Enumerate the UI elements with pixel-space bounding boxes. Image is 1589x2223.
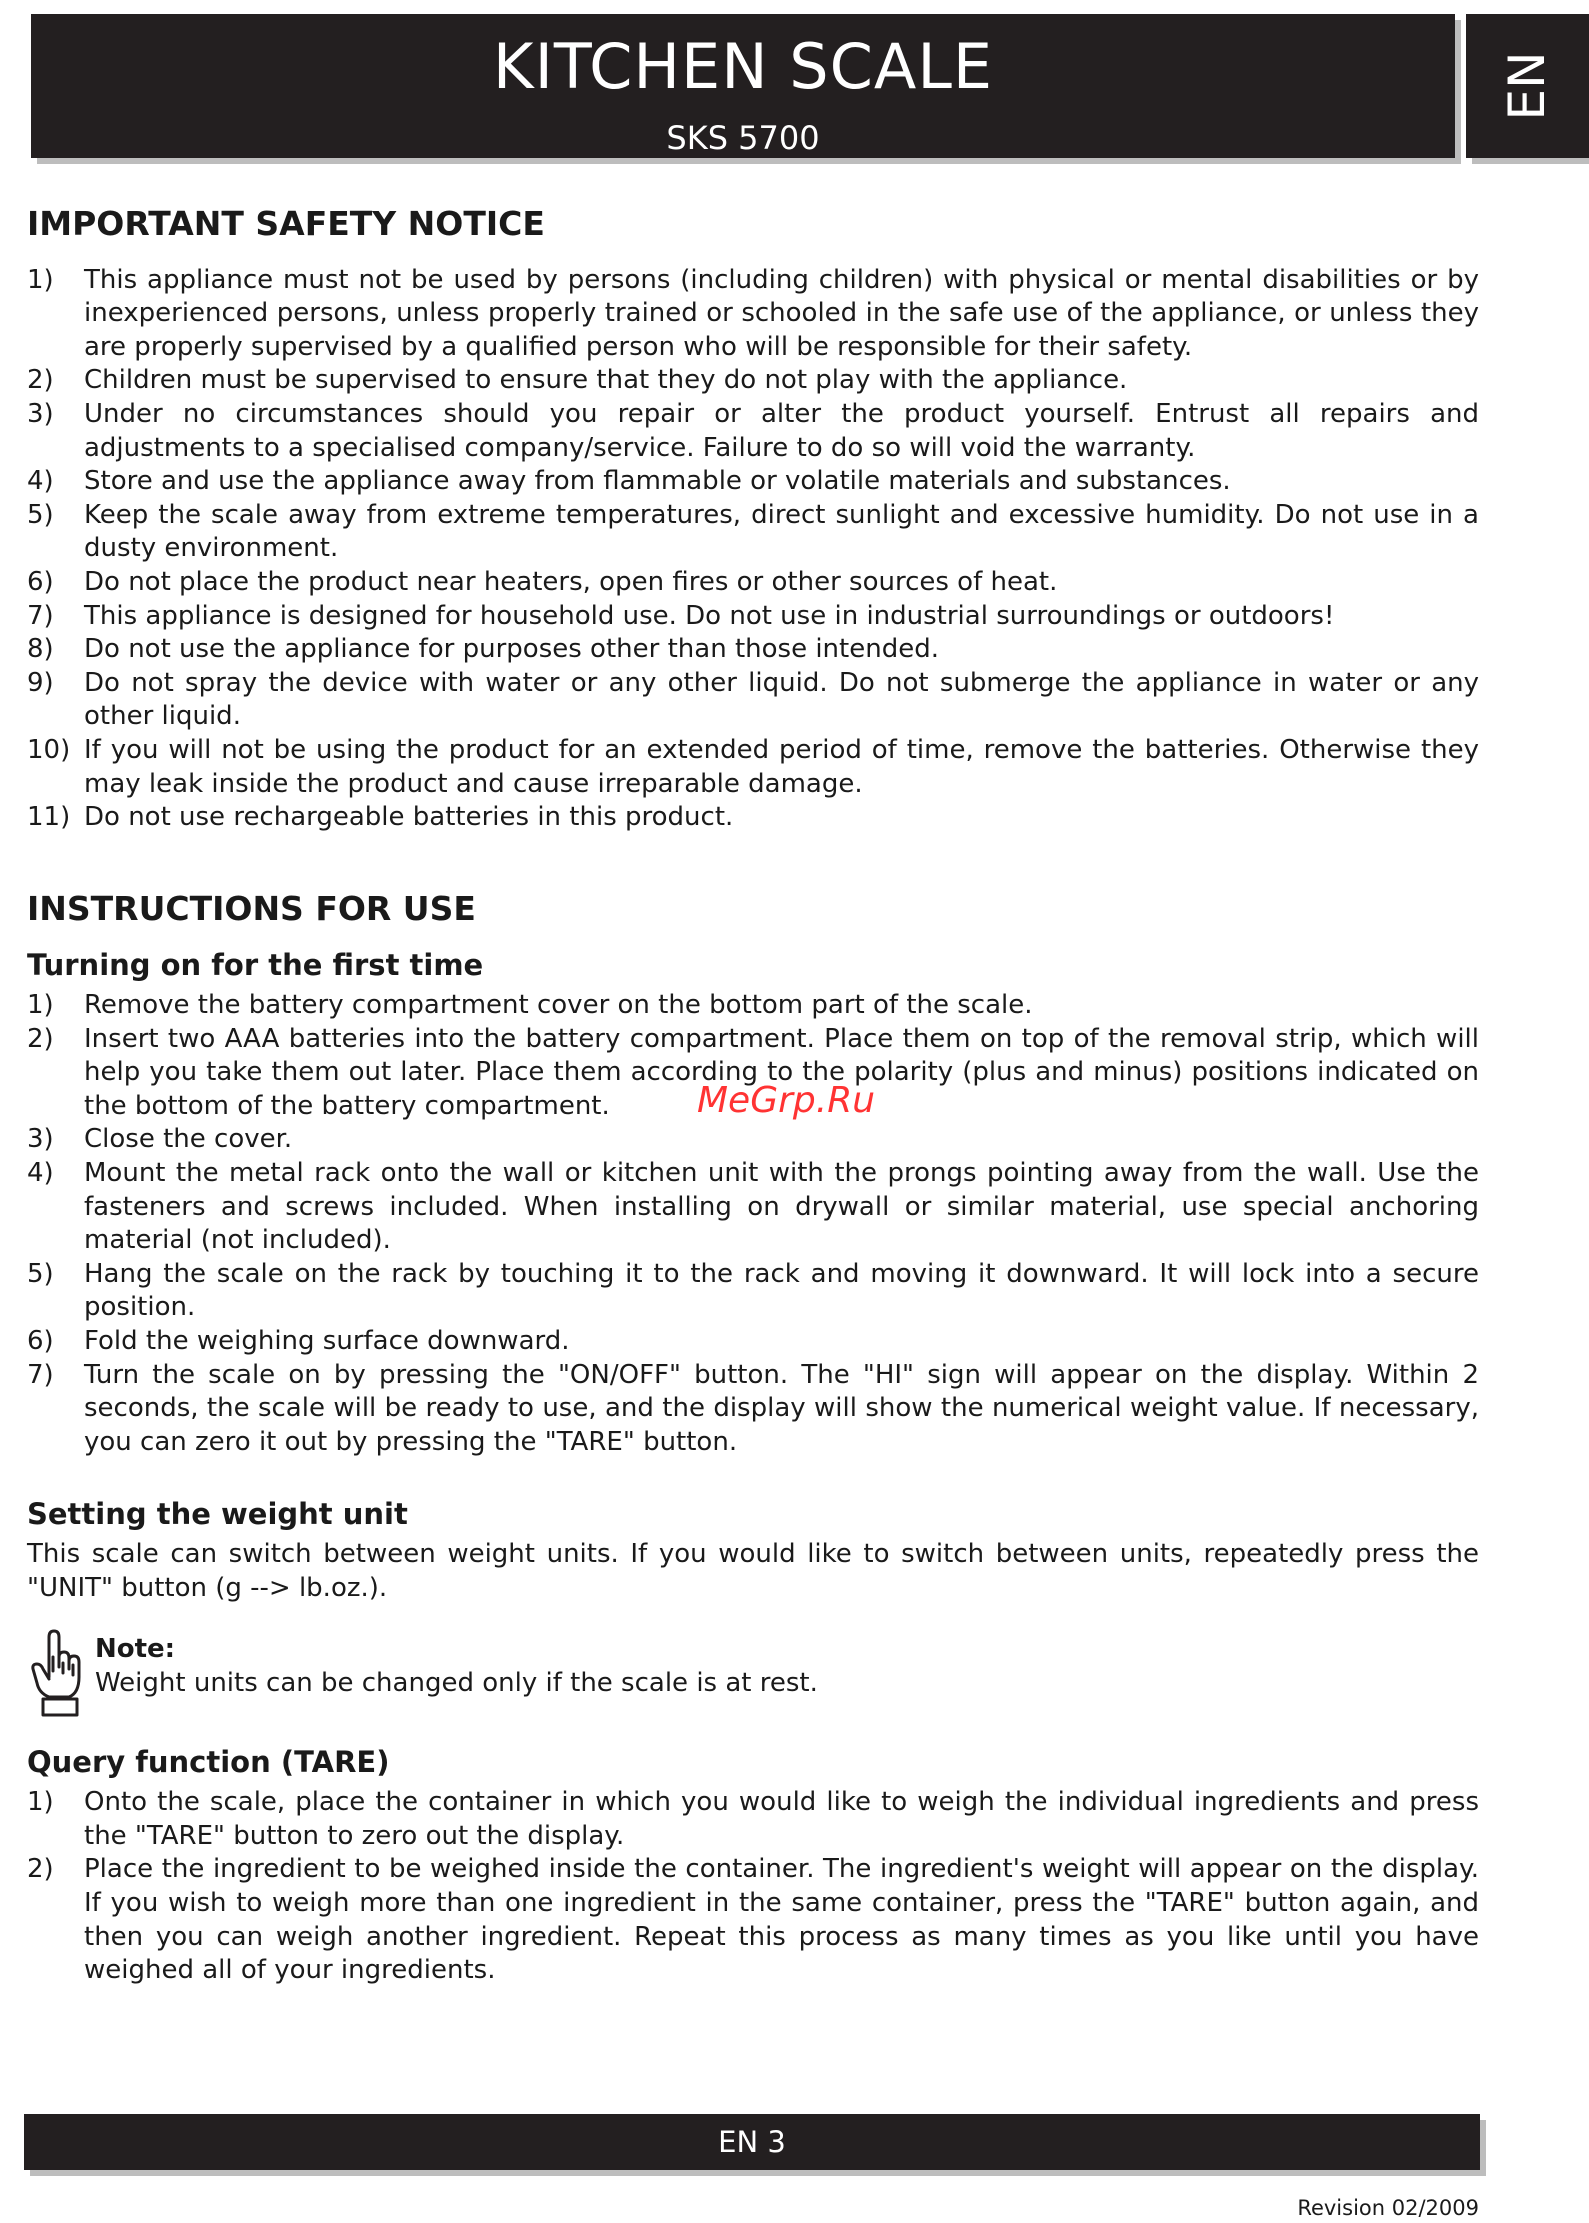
item-text: Mount the metal rack onto the wall or kitchen unit with the prongs pointing away from the wall. Use the fasteners and screws included. When installing on drywall or similar material, use special anchoring material (not included).	[84, 1158, 1479, 1256]
item-text: Fold the weighing surface downward.	[84, 1326, 570, 1357]
item-number: 6)	[27, 566, 54, 597]
item-number: 4)	[27, 466, 54, 497]
list-item	[27, 465, 1479, 499]
item-number: 1)	[27, 264, 54, 295]
list-item	[27, 1853, 1479, 1987]
list-item	[27, 633, 1479, 667]
item-number: 8)	[27, 634, 54, 665]
item-text: Turn the scale on by pressing the "ON/OFF" button. The "HI" sign will appear on the display. Within 2 seconds, the scale will be ready to use, and the display will show the numerical weight value. If necessary, you can zero it out by pressing the "TARE" button.	[84, 1359, 1479, 1457]
list-item	[27, 1786, 1479, 1853]
item-number: 7)	[27, 600, 54, 631]
item-text: Do not place the product near heaters, open fires or other sources of heat.	[84, 566, 1058, 597]
list-item	[27, 1325, 1479, 1359]
item-text: Place the ingredient to be weighed inside the container. The ingredient's weight will appear on the display. If you wish to weigh more than one ingredient in the same container, press the "TARE" button again, and then you can weigh another ingredient. Repeat this process as many times as you like until you have weighed all of your ingredients.	[84, 1854, 1479, 1986]
item-text: Close the cover.	[84, 1124, 293, 1155]
list-item	[27, 364, 1479, 398]
item-number: 2)	[27, 1023, 54, 1054]
item-number: 7)	[27, 1359, 54, 1390]
item-text: This appliance must not be used by persons (including children) with physical or mental disabilities or by inexperienced persons, unless properly trained or schooled in the safe use of the appliance, or unless they are properly supervised by a qualified person who will be responsible for their safety.	[84, 264, 1479, 362]
item-text: Children must be supervised to ensure that they do not play with the appliance.	[84, 365, 1128, 396]
model-number: SKS 5700	[666, 119, 820, 157]
item-text: If you will not be using the product for an extended period of time, remove the batteries. Otherwise they may leak inside the product and cause irreparable damage.	[84, 734, 1479, 799]
note-text: Weight units can be changed only if the scale is at rest.	[95, 1667, 818, 1698]
document-title: KITCHEN SCALE	[492, 30, 994, 103]
item-text: Keep the scale away from extreme temperatures, direct sunlight and excessive humidity. Do not use in a dusty environment.	[84, 499, 1479, 564]
item-text: Remove the battery compartment cover on the bottom part of the scale.	[84, 990, 1033, 1021]
item-number: 5)	[27, 1258, 54, 1289]
first-time-heading: Turning on for the first time	[27, 948, 484, 983]
item-number: 4)	[27, 1158, 54, 1189]
list-item	[27, 1359, 1479, 1460]
item-number: 9)	[27, 667, 54, 698]
list-item	[27, 499, 1479, 566]
header-bar	[31, 14, 1455, 158]
note-content	[95, 1633, 818, 1700]
tare-heading: Query function (TARE)	[27, 1745, 390, 1780]
list-item	[27, 989, 1479, 1023]
tare-list	[27, 1786, 1479, 1988]
revision-label: Revision 02/2009	[1297, 2196, 1479, 2220]
language-label: EN	[1498, 51, 1556, 121]
instructions-heading: INSTRUCTIONS FOR USE	[27, 888, 476, 928]
item-number: 3)	[27, 1124, 54, 1155]
item-number: 11)	[27, 802, 71, 833]
item-number: 2)	[27, 1854, 54, 1885]
item-text: Hang the scale on the rack by touching it to the rack and moving it downward. It will lock into a secure position.	[84, 1258, 1479, 1323]
list-item	[27, 734, 1479, 801]
item-text: Do not spray the device with water or any other liquid. Do not submerge the appliance in water or any other liquid.	[84, 667, 1479, 732]
item-number: 10)	[27, 734, 71, 765]
list-item	[27, 566, 1479, 600]
safety-list	[27, 264, 1479, 835]
item-text: Store and use the appliance away from flammable or volatile materials and substances.	[84, 466, 1231, 497]
safety-heading: IMPORTANT SAFETY NOTICE	[27, 204, 545, 243]
item-number: 3)	[27, 398, 54, 429]
list-item	[27, 1157, 1479, 1258]
list-item	[27, 801, 1479, 835]
footer-bar	[24, 2114, 1480, 2170]
item-number: 1)	[27, 990, 54, 1021]
list-item	[27, 398, 1479, 465]
list-item	[27, 600, 1479, 634]
weight-unit-heading: Setting the weight unit	[27, 1497, 408, 1532]
pointing-hand-icon	[27, 1627, 87, 1719]
item-number: 1)	[27, 1787, 54, 1818]
note-box	[27, 1633, 1479, 1719]
list-item	[27, 667, 1479, 734]
list-item	[27, 1258, 1479, 1325]
item-text: Do not use the appliance for purposes other than those intended.	[84, 634, 939, 665]
watermark: MeGrp.Ru	[697, 1080, 876, 1121]
item-text: Onto the scale, place the container in which you would like to weigh the individual ingredients and press the "TARE" button to zero out the display.	[84, 1787, 1479, 1851]
first-time-list	[27, 989, 1479, 1459]
page-number: EN 3	[718, 2125, 786, 2159]
note-label: Note:	[95, 1634, 176, 1665]
item-number: 5)	[27, 499, 54, 530]
item-text: This appliance is designed for household use. Do not use in industrial surroundings or outdoors!	[84, 600, 1335, 631]
list-item	[27, 264, 1479, 365]
language-tab	[1466, 14, 1589, 158]
item-text: Insert two AAA batteries into the battery compartment. Place them on top of the removal strip, which will help you take them out later. Place them according to the polarity (plus and minus) positions indicated on the bottom of the battery compartment.	[84, 1023, 1479, 1121]
item-number: 2)	[27, 365, 54, 396]
item-text: Under no circumstances should you repair or alter the product yourself. Entrust all repairs and adjustments to a specialised company/service. Failure to do so will void the warranty.	[84, 398, 1479, 463]
weight-unit-text: This scale can switch between weight units. If you would like to switch between units, repeatedly press the "UNIT" button (g --> lb.oz.).	[27, 1539, 1479, 1603]
item-text: Do not use rechargeable batteries in this product.	[84, 802, 734, 833]
item-number: 6)	[27, 1326, 54, 1357]
list-item	[27, 1123, 1479, 1157]
